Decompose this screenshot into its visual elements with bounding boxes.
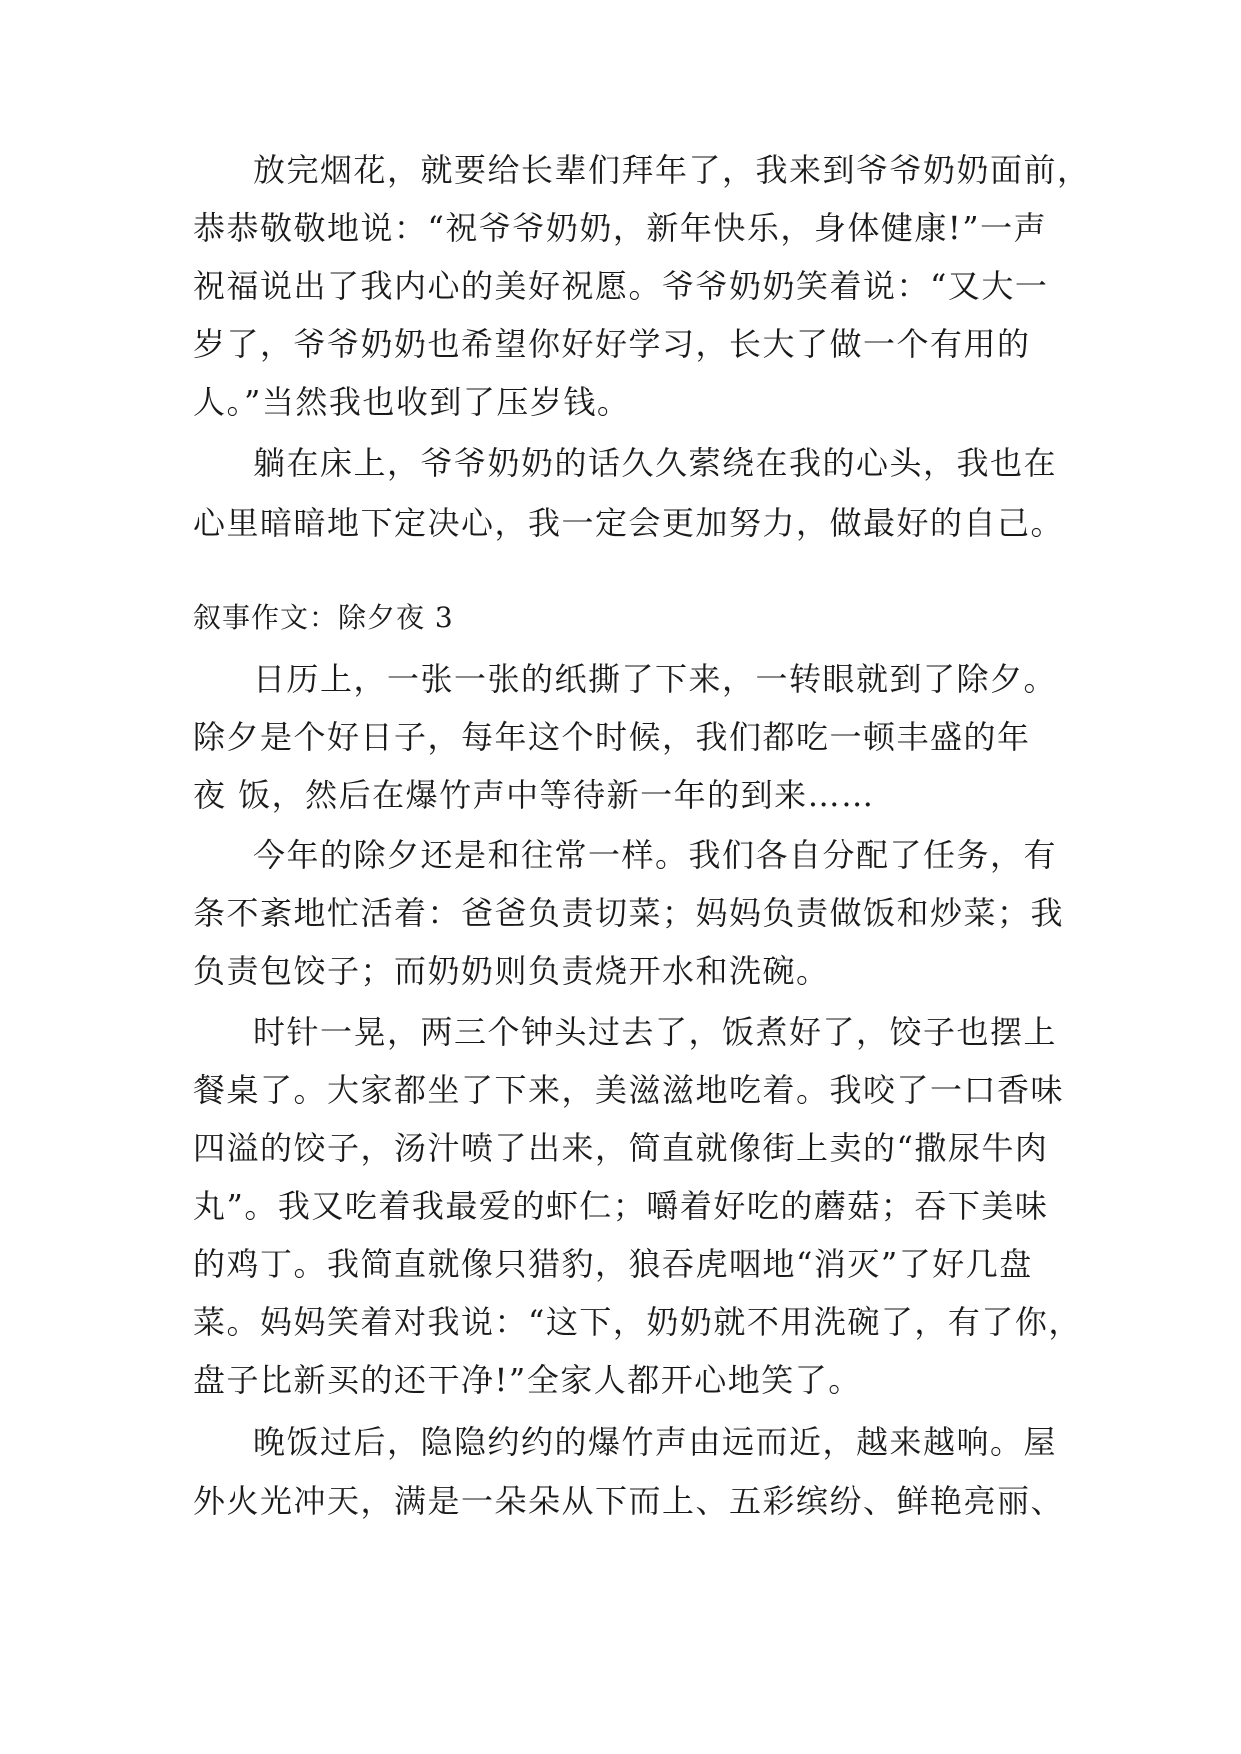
paragraph-line: 岁了，爷爷奶奶也希望你好好学习，长大了做一个有用的: [193, 325, 1031, 363]
paragraph-line: 盘子比新买的还干净!”全家人都开心地笑了。: [193, 1361, 862, 1399]
paragraph-line: 晚饭过后，隐隐约约的爆竹声由远而近，越来越响。屋: [253, 1423, 1058, 1461]
section-title: 叙事作文：除夕夜 3: [193, 601, 454, 634]
paragraph-line: 外火光冲天，满是一朵朵从下而上、五彩缤纷、鲜艳亮丽、: [193, 1482, 1065, 1520]
paragraph-line: 菜。妈妈笑着对我说：“这下，奶奶就不用洗碗了，有了你，: [193, 1303, 1082, 1341]
paragraph-line: 除夕是个好日子，每年这个时候，我们都吃一顿丰盛的年: [193, 718, 1031, 756]
paragraph-line: 负责包饺子；而奶奶则负责烧开水和洗碗。: [193, 952, 830, 990]
paragraph-line: 的鸡丁。我简直就像只猎豹，狼吞虎咽地“消灭”了好几盘: [193, 1245, 1033, 1283]
paragraph-line: 丸”。我又吃着我最爱的虾仁；嚼着好吃的蘑菇；吞下美味: [193, 1187, 1049, 1225]
paragraph-line: 人。”当然我也收到了压岁钱。: [193, 383, 631, 421]
paragraph-line: 恭恭敬敬地说：“祝爷爷奶奶，新年快乐，身体健康!”一声: [193, 209, 1048, 247]
paragraph-line: 时针一晃，两三个钟头过去了，饭煮好了，饺子也摆上: [253, 1013, 1058, 1051]
paragraph-line: 放完烟花，就要给长辈们拜年了，我来到爷爷奶奶面前，: [253, 151, 1091, 189]
paragraph-line: 祝福说出了我内心的美好祝愿。爷爷奶奶笑着说：“又大一: [193, 267, 1049, 305]
paragraph-line: 心里暗暗地下定决心，我一定会更加努力，做最好的自己。: [193, 504, 1065, 542]
paragraph-line: 夜 饭，然后在爆竹声中等待新一年的到来……: [193, 776, 875, 814]
paragraph-line: 条不紊地忙活着：爸爸负责切菜；妈妈负责做饭和炒菜；我: [193, 894, 1065, 932]
paragraph-line: 日历上，一张一张的纸撕了下来，一转眼就到了除夕。: [253, 660, 1058, 698]
paragraph-line: 躺在床上，爷爷奶奶的话久久萦绕在我的心头，我也在: [253, 444, 1058, 482]
paragraph-line: 今年的除夕还是和往常一样。我们各自分配了任务，有: [253, 836, 1058, 874]
paragraph-line: 四溢的饺子，汤汁喷了出来，简直就像街上卖的“撒尿牛肉: [193, 1129, 1049, 1167]
paragraph-line: 餐桌了。大家都坐了下来，美滋滋地吃着。我咬了一口香味: [193, 1071, 1065, 1109]
